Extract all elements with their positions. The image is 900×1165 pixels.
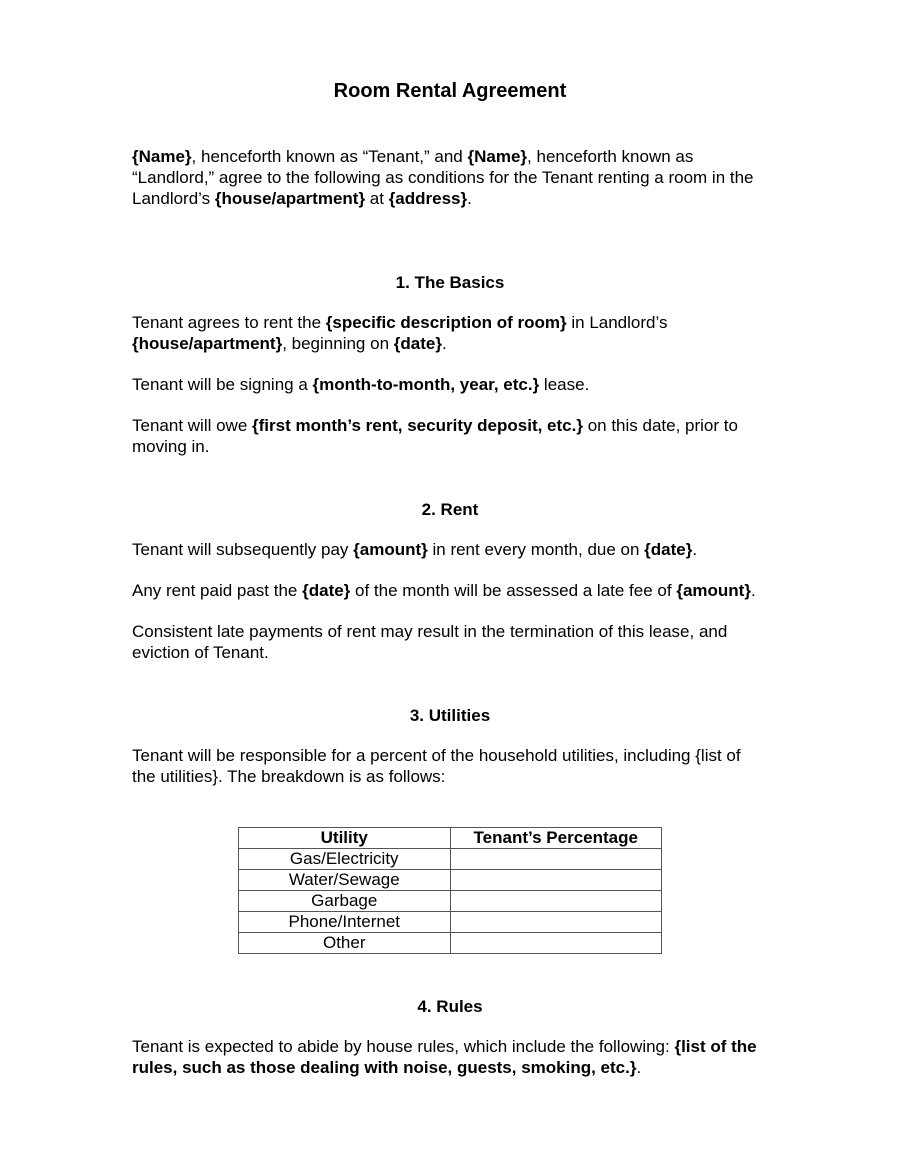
utilities-paragraph-1: Tenant will be responsible for a percent of the household utilities, including {list of the utilities}. The breakdown is as follows: bbox=[132, 746, 741, 786]
document-title: Room Rental Agreement bbox=[333, 80, 567, 102]
rent-paragraph-2: Any rent paid past the {date} of the month will be assessed a late fee of {amount}. bbox=[132, 581, 756, 600]
rent-paragraph-1: Tenant will subsequently pay {amount} in rent every month, due on {date}. bbox=[132, 540, 698, 559]
utility-name-cell: Water/Sewage bbox=[239, 870, 451, 891]
percentage-cell bbox=[450, 849, 662, 870]
utilities-table bbox=[238, 827, 662, 954]
rules-paragraph-1: Tenant is expected to abide by house rules, which include the following: {list of the rules, such as those dealing with noise, guests, smoking, etc.}. bbox=[132, 1037, 757, 1077]
table-header-utility: Utility bbox=[239, 828, 451, 849]
rent-paragraph-3: Consistent late payments of rent may result in the termination of this lease, and eviction of Tenant. bbox=[132, 622, 728, 662]
basics-paragraph-1: Tenant agrees to rent the {specific description of room} in Landlord’s {house/apartment}, beginning on {date}. bbox=[132, 313, 668, 353]
table-header-row bbox=[239, 828, 662, 849]
basics-paragraph-2: Tenant will be signing a {month-to-month, year, etc.} lease. bbox=[132, 375, 590, 394]
table-row bbox=[239, 870, 662, 891]
placeholder-landlord-name: {Name} bbox=[467, 147, 528, 166]
table-row bbox=[239, 891, 662, 912]
utilities-table-wrapper bbox=[132, 827, 768, 954]
placeholder-tenant-name: {Name} bbox=[132, 147, 192, 166]
percentage-cell bbox=[450, 912, 662, 933]
utility-name-cell: Gas/Electricity bbox=[239, 849, 451, 870]
placeholder-address: {address} bbox=[388, 189, 468, 208]
intro-paragraph: {Name}, henceforth known as “Tenant,” and {Name}, henceforth known as “Landlord,” agree to the following as conditions for the Tenant renting a room in the Landlord’s {house/apartment} at {address}. bbox=[132, 147, 754, 208]
basics-paragraph-3: Tenant will owe {first month’s rent, security deposit, etc.} on this date, prior to moving in. bbox=[132, 416, 738, 456]
table-header-percentage: Tenant’s Percentage bbox=[450, 828, 662, 849]
section-heading-utilities: 3. Utilities bbox=[409, 706, 491, 725]
placeholder-house-apartment: {house/apartment} bbox=[214, 189, 366, 208]
table-row bbox=[239, 912, 662, 933]
percentage-cell bbox=[450, 870, 662, 891]
table-row bbox=[239, 933, 662, 954]
percentage-cell bbox=[450, 891, 662, 912]
utility-name-cell: Phone/Internet bbox=[239, 912, 451, 933]
section-heading-basics: 1. The Basics bbox=[395, 273, 505, 292]
utility-name-cell: Garbage bbox=[239, 891, 451, 912]
section-heading-rent: 2. Rent bbox=[421, 500, 479, 519]
percentage-cell bbox=[450, 933, 662, 954]
table-row bbox=[239, 849, 662, 870]
section-heading-rules: 4. Rules bbox=[417, 997, 483, 1016]
utility-name-cell: Other bbox=[239, 933, 451, 954]
